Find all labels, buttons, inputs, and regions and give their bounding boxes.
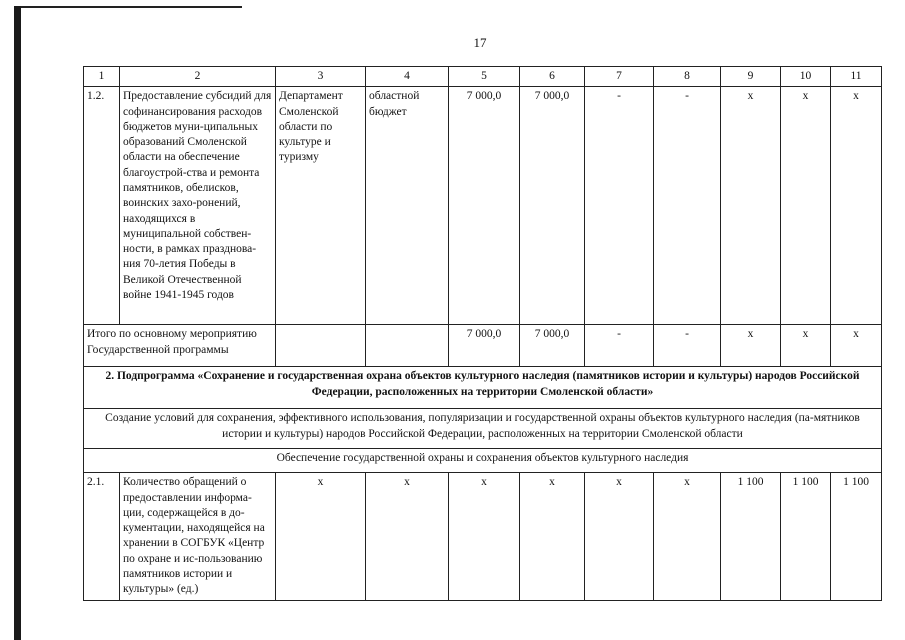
value-col-11: x bbox=[831, 87, 882, 325]
total-col-9: x bbox=[721, 325, 781, 367]
column-number: 2 bbox=[120, 67, 276, 87]
column-number: 8 bbox=[654, 67, 721, 87]
funding-source: областной бюджет bbox=[366, 87, 449, 325]
total-col-10: x bbox=[781, 325, 831, 367]
indicator-name: Количество обращений о предоставлении информа-ции, содержащейся в до-кументации, находящейся на хранении в СОГБУК «Центр по охране и ис-пользованию памятников истории и культуры» (ед.) bbox=[120, 473, 276, 600]
column-number: 4 bbox=[366, 67, 449, 87]
column-number: 11 bbox=[831, 67, 882, 87]
goal-text: Создание условий для сохранения, эффективного использования, популяризации и государственной охраны объектов культурного наследия (па-мятников истории и культуры) народов Российской Федерации, расположенных на территории Смоленской области bbox=[84, 409, 882, 449]
program-table bbox=[83, 66, 882, 601]
page-number: 17 bbox=[473, 35, 487, 50]
total-col-11: x bbox=[831, 325, 882, 367]
value-col-6: x bbox=[520, 473, 585, 600]
table-row-1-2 bbox=[84, 87, 882, 325]
top-rule bbox=[14, 6, 242, 8]
subprogram-row bbox=[84, 367, 882, 409]
total-label: Итого по основному мероприятию Государственной программы bbox=[84, 325, 276, 367]
value-col-5: x bbox=[449, 473, 520, 600]
value-col-9: x bbox=[721, 87, 781, 325]
scan-left-edge bbox=[14, 6, 21, 640]
value-col-8: - bbox=[654, 87, 721, 325]
row-number: 1.2. bbox=[84, 87, 120, 325]
value-col-5: 7 000,0 bbox=[449, 87, 520, 325]
funding-source: x bbox=[366, 473, 449, 600]
column-number-row bbox=[84, 67, 882, 87]
column-number: 6 bbox=[520, 67, 585, 87]
goal-row bbox=[84, 409, 882, 449]
value-col-10: 1 100 bbox=[781, 473, 831, 600]
value-col-7: x bbox=[585, 473, 654, 600]
value-col-7: - bbox=[585, 87, 654, 325]
subprogram-title: 2. Подпрограмма «Сохранение и государственная охрана объектов культурного наследия (памятников истории и культуры) народов Российской Федерации, расположенных на территории Смоленской области» bbox=[84, 367, 882, 409]
executor: x bbox=[276, 473, 366, 600]
column-number: 1 bbox=[84, 67, 120, 87]
measure-name: Предоставление субсидий для софинансирования расходов бюджетов муни-ципальных образований Смоленской области на обеспечение благоустрой-ства и ремонта памятников, обелисков, воинских захо-ронений, находящихся в муниципальной собствен-ности, в рамках празднова-ния 70-летия Победы в Великой Отечественной войне 1941-1945 годов bbox=[120, 87, 276, 325]
empty-cell bbox=[276, 325, 366, 367]
executor: Департамент Смоленской области по культуре и туризму bbox=[276, 87, 366, 325]
empty-cell bbox=[366, 325, 449, 367]
column-number: 7 bbox=[585, 67, 654, 87]
table-row-2-1 bbox=[84, 473, 882, 600]
task-row bbox=[84, 449, 882, 473]
task-text: Обеспечение государственной охраны и сохранения объектов культурного наследия bbox=[84, 449, 882, 473]
value-col-10: x bbox=[781, 87, 831, 325]
column-number: 10 bbox=[781, 67, 831, 87]
value-col-6: 7 000,0 bbox=[520, 87, 585, 325]
value-col-11: 1 100 bbox=[831, 473, 882, 600]
total-col-5: 7 000,0 bbox=[449, 325, 520, 367]
row-number: 2.1. bbox=[84, 473, 120, 600]
value-col-8: x bbox=[654, 473, 721, 600]
total-col-8: - bbox=[654, 325, 721, 367]
total-row bbox=[84, 325, 882, 367]
column-number: 9 bbox=[721, 67, 781, 87]
column-number: 5 bbox=[449, 67, 520, 87]
column-number: 3 bbox=[276, 67, 366, 87]
total-col-6: 7 000,0 bbox=[520, 325, 585, 367]
total-col-7: - bbox=[585, 325, 654, 367]
value-col-9: 1 100 bbox=[721, 473, 781, 600]
